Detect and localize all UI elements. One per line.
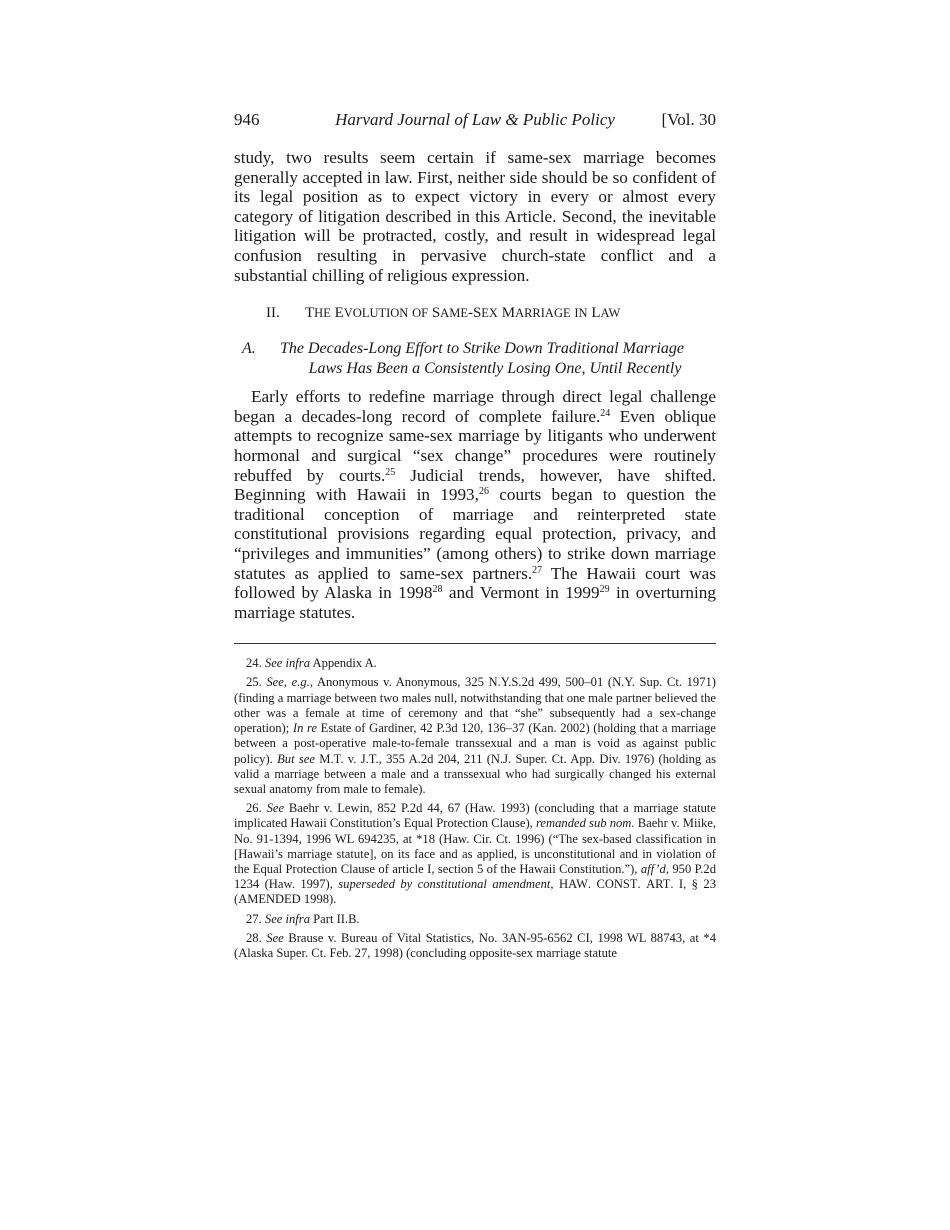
- journal-title: Harvard Journal of Law & Public Policy: [335, 110, 615, 129]
- footnote-divider: [234, 643, 716, 644]
- subsection-letter: A.: [242, 340, 256, 358]
- footnote-26: 26. See Baehr v. Lewin, 852 P.2d 44, 67 (Haw. 1993) (concluding that a marriage statute implicated Hawaii Constitution’s Equal Protection Clause), remanded sub nom. Baehr v. Miike, No. 91-1394, 1996 WL 694235, at *18 (Haw. Cir. Ct. 1996) (“The sex-based classification in [Hawaii’s marriage statute], on its face and as applied, is unconstitutional and in violation of the Equal Protection Clause of article I, section 5 of the Hawaii Constitution.”), aff’d, 950 P.2d 1234 (Haw. 1997), superseded by constitutional amendment, HAW. CONST. ART. I, § 23 (AMENDED 1998).: [234, 801, 717, 907]
- footnote-ref-28[interactable]: 28: [432, 584, 443, 596]
- running-header: [234, 108, 716, 132]
- journal-page: [234, 108, 716, 965]
- page-number: 946: [234, 110, 260, 129]
- subsection-heading: [234, 339, 716, 379]
- footnote-24: 24. See infra Appendix A.: [246, 656, 377, 671]
- section-heading: [234, 303, 716, 323]
- volume-label: [Vol. 30: [661, 110, 716, 129]
- footnote-28: 28. See Brause v. Bureau of Vital Statistics, No. 3AN-95-6562 CI, 1998 WL 88743, at *4 (Alaska Super. Ct. Feb. 27, 1998) (concluding opposite-sex marriage statute: [234, 930, 717, 960]
- footnote-27: 27. See infra Part II.B.: [246, 911, 360, 926]
- footnote-ref-29[interactable]: 29: [599, 584, 610, 596]
- subsection-title-line-2: Laws Has Been a Consistently Losing One, Until Recently: [308, 360, 682, 378]
- footnote-ref-25[interactable]: 25: [385, 466, 396, 478]
- footnote-ref-26[interactable]: 26: [478, 486, 489, 498]
- footnote-ref-24[interactable]: 24: [600, 408, 611, 420]
- subsection-title-line-1: The Decades-Long Effort to Strike Down Traditional Marriage: [280, 340, 684, 358]
- footnote-25: 25. See, e.g., Anonymous v. Anonymous, 325 N.Y.S.2d 499, 500–01 (N.Y. Sup. Ct. 1971) (finding a marriage between two males null, notwithstanding that one male partner believed the other was a female at time of ceremony and that “she” subsequently had a sex-change operation); In re Estate of Gardiner, 42 P.3d 120, 136–37 (Kan. 2002) (holding that a marriage between a post-operative male-to-female transsexual and a man is void as against public policy). But see M.T. v. J.T., 355 A.2d 204, 211 (N.J. Super. Ct. App. Div. 1976) (holding as valid a marriage between a male and a transsexual who had surgically changed his external sexual anatomy from male to female).: [234, 675, 716, 796]
- footnotes: [234, 656, 716, 961]
- main-paragraph: Early efforts to redefine marriage through direct legal challenge began a decades-long record of complete failure.$^{24}$ Even oblique attempts to recognize same-sex marriage by litigants who underwent hormonal and surgical “sex change” procedures were routinely rebuffed by courts.$^{25}$ Judicial trends, however, have shifted. Beginning with Hawaii in 1993,26 courts began to question the traditional conception of marriage and reinterpreted state constitutional provisions regarding equal protection, privacy, and “privileges and immunities” (among others) to strike down marriage statutes as applied to same-sex partners.$^{27}$ The Hawaii court was followed by Alaska in 1998$^{28}$ and Vermont in 1999$^{29}$ in overturning marriage statutes.: [234, 387, 716, 622]
- footnote-ref-27[interactable]: 27: [532, 564, 543, 576]
- intro-paragraph: study, two results seem certain if same-sex marriage becomes generally accepted in law. First, neither side should be so confident of its legal position as to expect victory in every or almost every category of litigation described in this Article. Second, the inevitable litigation will be protracted, costly, and result in widespread legal confusion resulting in pervasive church-state conflict and a substantial chilling of religious expression.: [234, 148, 716, 285]
- section-number: II.: [266, 305, 280, 322]
- section-title: THE EVOLUTION OF SAME-SEX MARRIAGE IN LAW: [305, 305, 621, 322]
